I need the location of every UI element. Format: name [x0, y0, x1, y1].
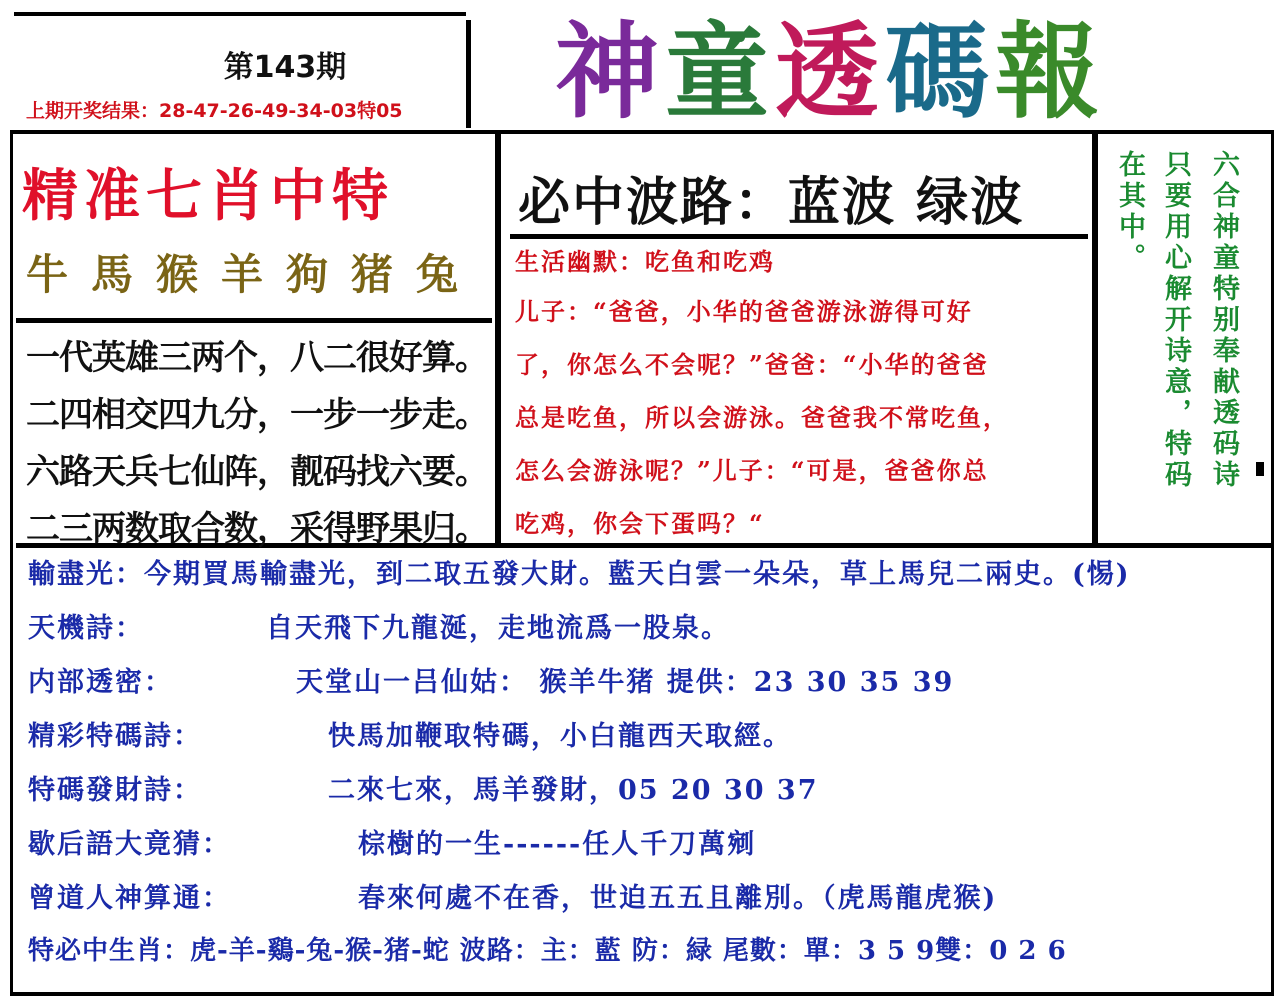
bottom-border	[10, 992, 1274, 996]
poem-line: 二四相交四九分，一步一步走。	[26, 395, 488, 435]
row-value: 棕樹的一生------任人千刀萬剜	[358, 829, 757, 860]
joke-line: 怎么会游泳呢？”儿子：“可是，爸爸你总	[515, 456, 989, 485]
joke-title: 生活幽默：吃鱼和吃鸡	[515, 247, 775, 276]
masthead-char: 報	[995, 10, 1106, 133]
previous-result: 上期开奖结果：28-47-26-49-34-03特05	[26, 100, 403, 122]
row-label: 精彩特碼詩：	[28, 721, 202, 752]
bottom-row-5	[28, 768, 819, 807]
top-border	[14, 12, 466, 16]
right-edge-mark	[1256, 462, 1264, 476]
left-rule	[16, 318, 492, 323]
vertical-text-3: 在其中。	[1114, 150, 1145, 274]
vertical-text-2: 只要用心解开诗意，特码	[1160, 150, 1191, 491]
bottom-row-1	[28, 552, 1131, 591]
joke-line: 了，你怎么不会呢？”爸爸：“小华的爸爸	[515, 350, 989, 379]
joke-line: 儿子：“爸爸，小华的爸爸游泳游得可好	[515, 297, 973, 326]
masthead-char: 碼	[885, 10, 996, 133]
masthead-char: 童	[665, 10, 776, 133]
poem-line: 一代英雄三两个，八二很好算。	[26, 338, 488, 378]
row-value: 二來七來，馬羊發財，05 20 30 37	[328, 775, 819, 806]
wave-title: 必中波路：蓝波 绿波	[518, 173, 1025, 233]
issue-number: 第143期	[223, 50, 347, 85]
joke-line: 吃鸡，你会下蛋吗？“	[515, 509, 765, 538]
row-value: 天堂山一吕仙姑： 猴羊牛猪 提供：23 30 35 39	[296, 667, 955, 698]
left-middle-divider	[495, 134, 501, 544]
headline: 精准七肖中特	[22, 163, 394, 229]
bottom-row-4	[28, 714, 792, 753]
row-label: 歇后語大竟猜：	[28, 829, 231, 860]
row-value: 自天飛下九龍涎，走地流爲一股泉。	[266, 613, 730, 644]
row-label: 天機詩：	[28, 613, 144, 644]
row-value: 快馬加鞭取特碼，小白龍西天取經。	[328, 721, 792, 752]
row-value: 春來何處不在香，世迫五五且離別。（虎馬龍虎猴)	[358, 883, 998, 914]
joke-line: 总是吃鱼，所以会游泳。爸爸我不常吃鱼，	[515, 403, 1009, 432]
masthead-title	[555, 12, 1105, 132]
bottom-row-3	[28, 660, 955, 699]
masthead-char: 透	[775, 10, 886, 133]
row-label: 曾道人神算通：	[28, 883, 231, 914]
bottom-row-8	[28, 930, 1067, 967]
right-border	[1271, 134, 1274, 994]
poem-line: 二三两数取合数，采得野果归。	[26, 509, 488, 549]
row-label: 特必中生肖：虎-羊-鷄-兔-猴-猪-蛇 波路：主：藍 防：緑 尾數：單：3 5 9雙：0 2 6	[28, 936, 1067, 966]
row-label: 特碼發財詩：	[28, 775, 202, 806]
poem-line: 六路天兵七仙阵，靓码找六要。	[26, 452, 488, 492]
vertical-text-1: 六合神童特别奉献透码诗	[1208, 150, 1239, 491]
row-label: 内部透密：	[28, 667, 173, 698]
zodiac-list: 牛馬猴羊狗猪兔	[26, 250, 482, 299]
masthead-char: 神	[555, 10, 666, 133]
bottom-row-2	[28, 606, 730, 645]
middle-right-divider	[1092, 134, 1098, 544]
header-divider	[466, 20, 471, 128]
row-label: 輸盡光：今期買馬輸盡光，到二取五發大財。藍天白雲一朵朵，草上馬兒二兩史。(惕)	[28, 559, 1131, 590]
bottom-row-7	[28, 876, 998, 915]
left-border	[10, 134, 13, 994]
bottom-row-6	[28, 822, 757, 861]
